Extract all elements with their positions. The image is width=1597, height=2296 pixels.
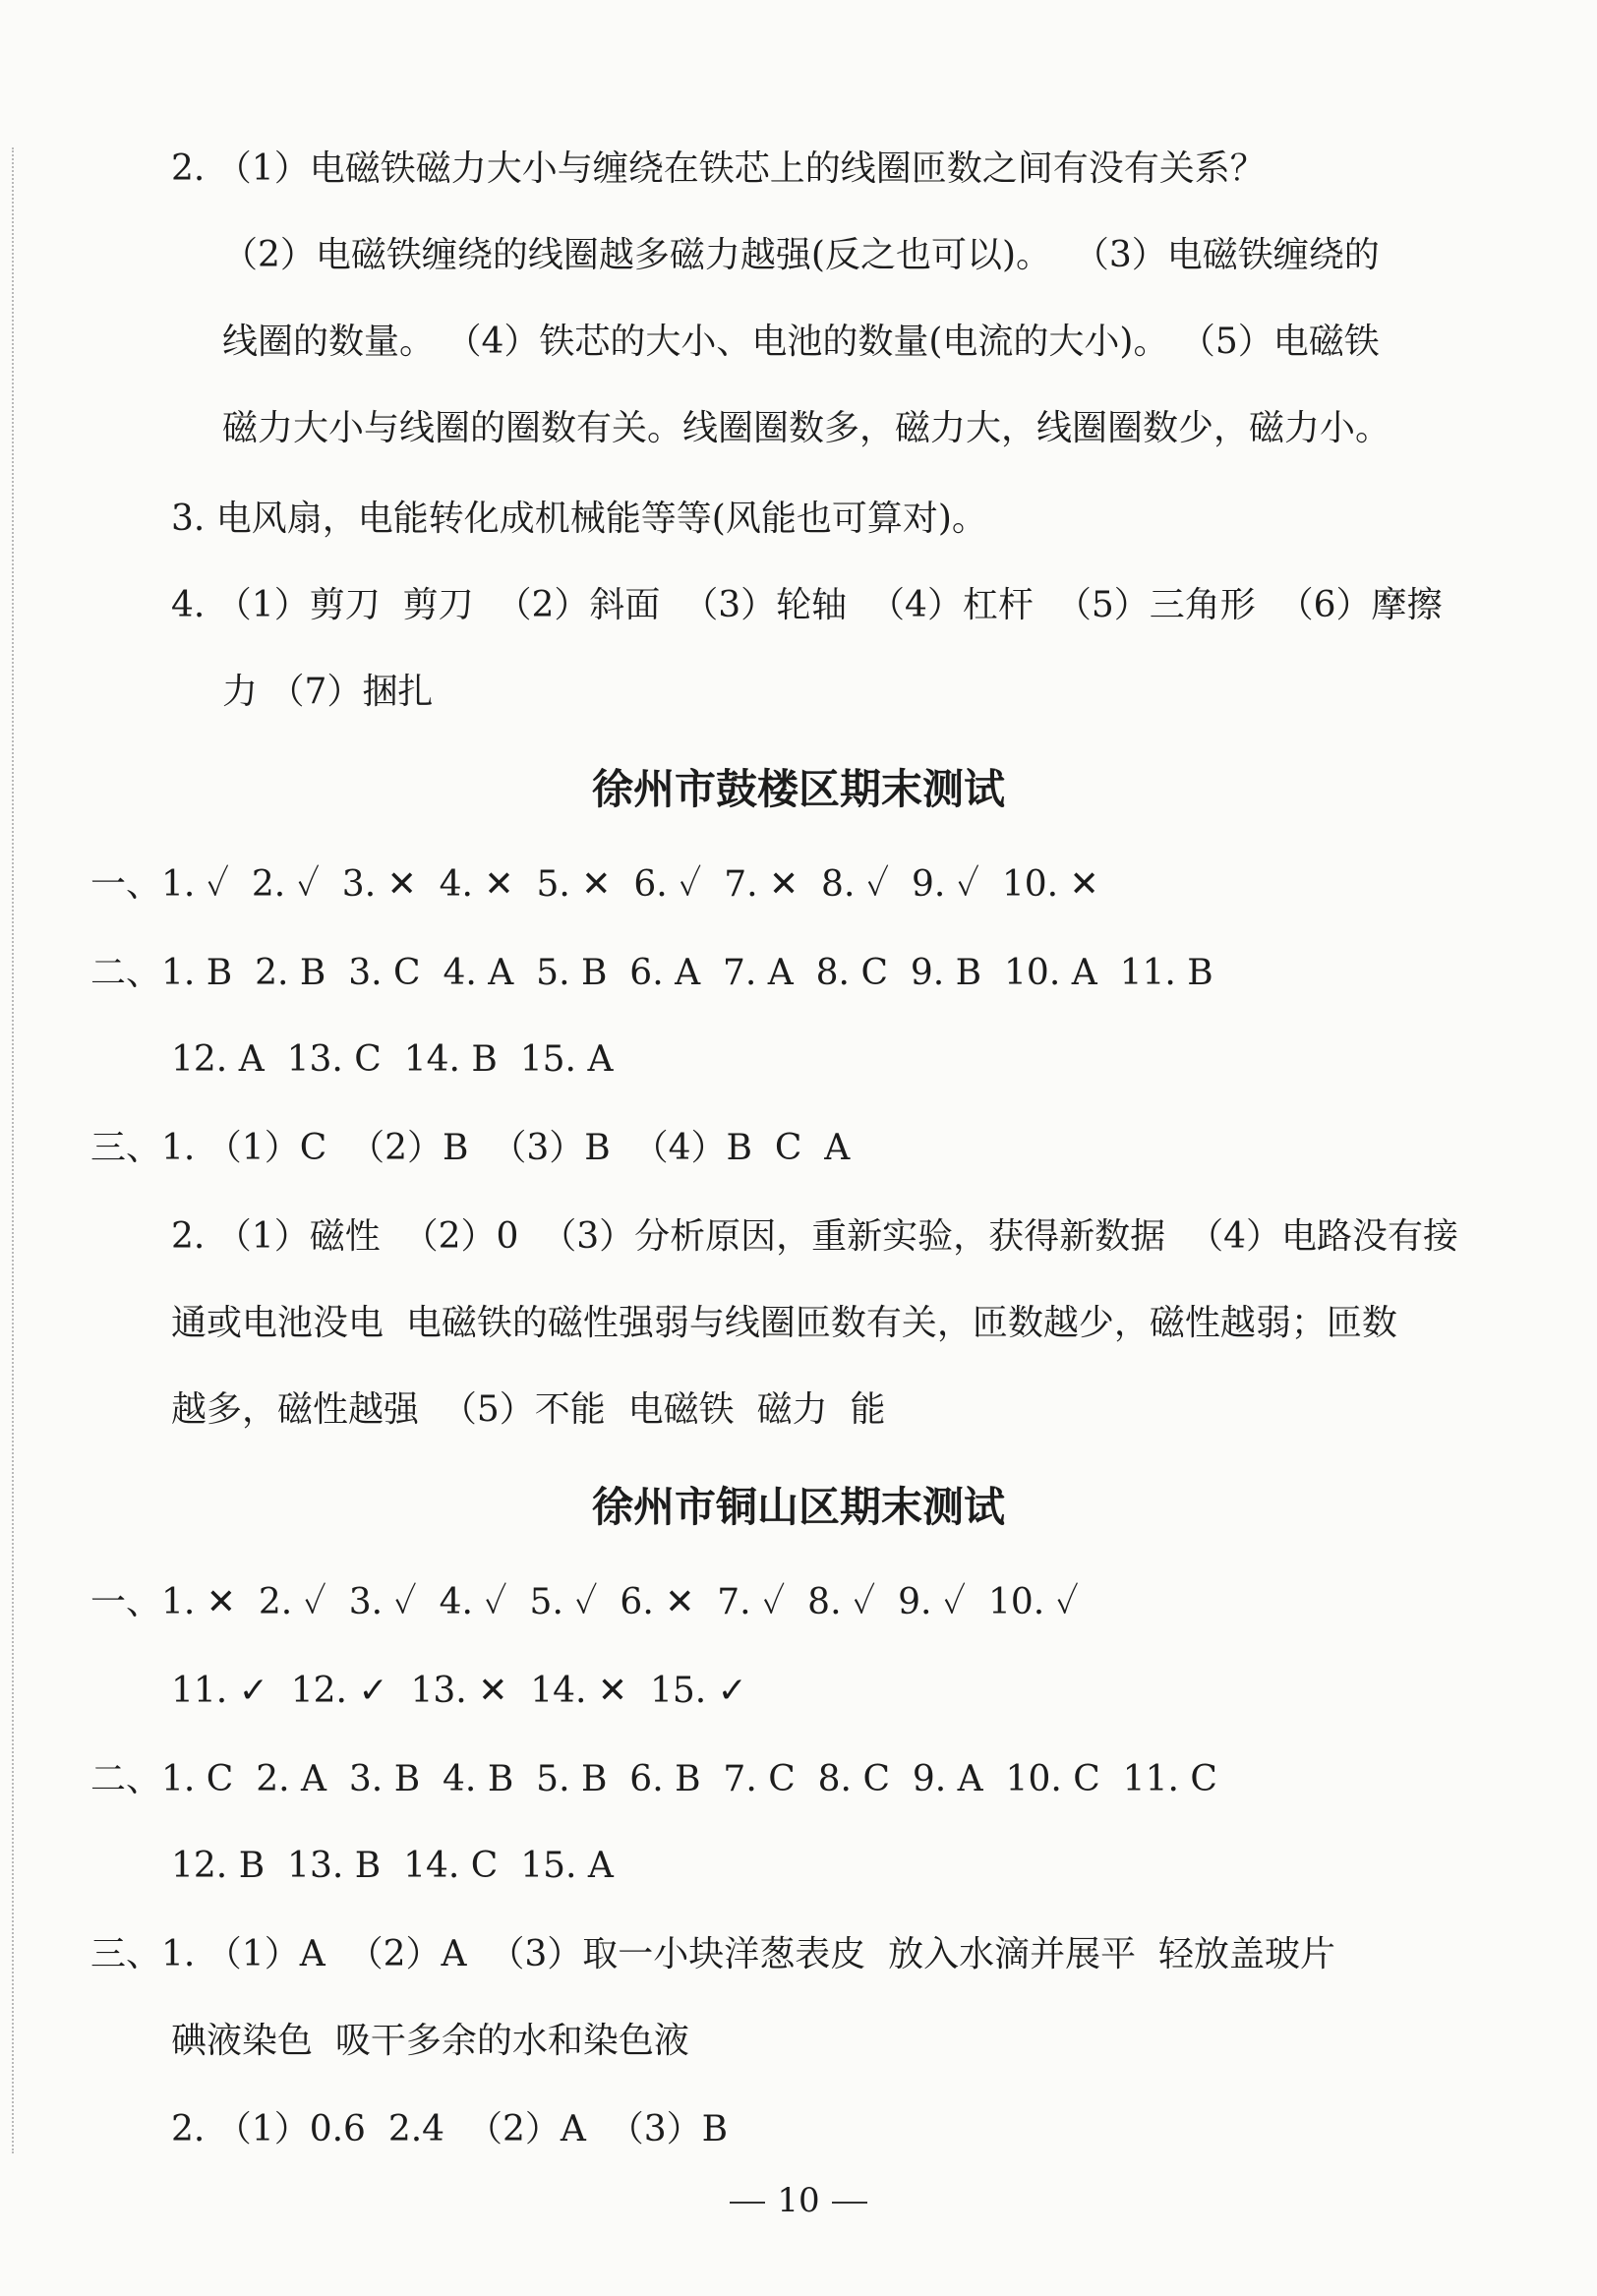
answer-line: 12. A 13. C 14. B 15. A — [171, 1039, 614, 1080]
answer-line: 11. ✓ 12. ✓ 13. ✕ 14. ✕ 15. ✓ — [171, 1671, 747, 1711]
answer-line: （2）电磁铁缠绕的线圈越多磁力越强(反之也可以)。 （3）电磁铁缠绕的 — [222, 235, 1380, 275]
answer-line: 越多，磁性越强 （5）不能 电磁铁 磁力 能 — [171, 1389, 886, 1430]
answer-line: 4. （1）剪刀 剪刀 （2）斜面 （3）轮轴 （4）杠杆 （5）三角形 （6）摩擦 — [171, 585, 1443, 625]
page-number-dash — [832, 2202, 867, 2204]
answer-line: 力 （7）捆扎 — [222, 672, 434, 712]
section-title: 徐州市铜山区期末测试 — [591, 1483, 1005, 1531]
answer-line: 磁力大小与线圈的圈数有关。线圈圈数多，磁力大，线圈圈数少，磁力小。 — [222, 408, 1391, 448]
section-title: 徐州市鼓楼区期末测试 — [591, 765, 1005, 813]
answer-line: 三、1. （1）C （2）B （3）B （4）B C A — [90, 1128, 851, 1168]
answer-line: 一、1. ✓ 2. ✓ 3. ✕ 4. ✕ 5. ✕ 6. ✓ 7. ✕ 8. ✓ 9. ✓ 10. ✕ — [90, 864, 1099, 905]
margin-dotted-line — [12, 147, 14, 2153]
page-number-dash — [730, 2202, 765, 2204]
page-number-value: 10 — [777, 2181, 820, 2220]
answer-line: 2. （1）电磁铁磁力大小与缠绕在铁芯上的线圈匝数之间有没有关系？ — [171, 148, 1266, 189]
answer-line: 通或电池没电 电磁铁的磁性强弱与线圈匝数有关，匝数越少，磁性越弱；匝数 — [171, 1303, 1397, 1343]
answer-line: 一、1. ✕ 2. ✓ 3. ✓ 4. ✓ 5. ✓ 6. ✕ 7. ✓ 8. ✓ 9. ✓ 10. ✓ — [90, 1582, 1079, 1622]
answer-line: 三、1. （1）A （2）A （3）取一小块洋葱表皮 放入水滴并展平 轻放盖玻片 — [90, 1934, 1336, 1974]
answer-line: 线圈的数量。 （4）铁芯的大小、电池的数量(电流的大小)。 （5）电磁铁 — [222, 322, 1380, 362]
answer-line: 2. （1）磁性 （2）0 （3）分析原因，重新实验，获得新数据 （4）电路没有接 — [171, 1216, 1458, 1257]
page-number — [0, 2179, 1597, 2222]
answer-line: 2. （1）0.6 2.4 （2）A （3）B — [171, 2109, 729, 2149]
answer-line: 12. B 13. B 14. C 15. A — [171, 1846, 614, 1886]
answer-line: 碘液染色 吸干多余的水和染色液 — [171, 2021, 689, 2061]
answer-line: 二、1. C 2. A 3. B 4. B 5. B 6. B 7. C 8. C 9. A 10. C 11. C — [90, 1759, 1217, 1799]
answer-line: 二、1. B 2. B 3. C 4. A 5. B 6. A 7. A 8. C 9. B 10. A 11. B — [90, 953, 1213, 993]
answer-line: 3. 电风扇，电能转化成机械能等等(风能也可算对)。 — [171, 499, 987, 539]
